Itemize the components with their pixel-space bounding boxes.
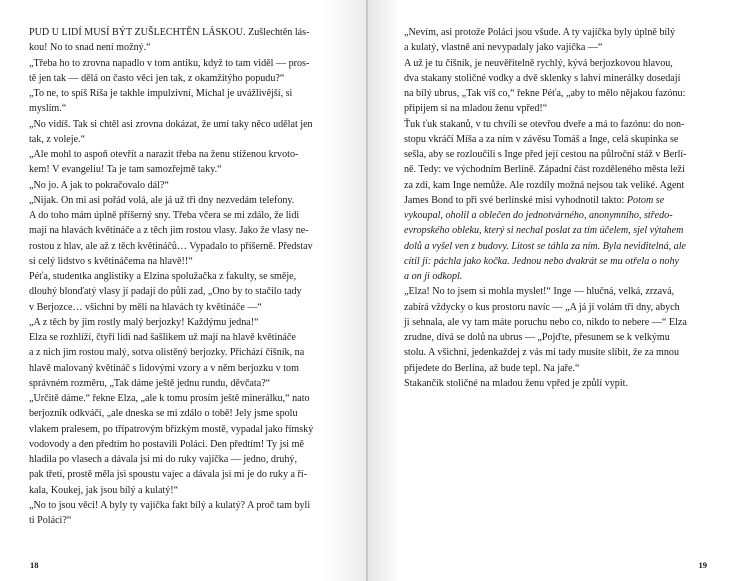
text-line: zabírá vždycky o kus prostoru navíc — „A já jí volám tři dny, abych [404,301,680,313]
text-line: „No vidíš. Tak si chtěl asi zrovna dokázat, že umí taky něco udělat jen [29,118,313,130]
text-run: James Bond to při své berlínské misi vyhodnotil takto: [404,194,627,206]
text-line: Elza se rozhlíží, čtyři lidi nad šašlikem už mají na hlavě květináče [29,332,296,343]
text-line: „No to jsou věci! A byly ty vajíčka fakt bílý a kulatý? A proč tam byli [29,499,311,511]
text-line: „A z těch by jim rostly malý berjozky! Každýmu jedna!“ [29,316,259,328]
quoted-italic-run: Potom se [626,194,665,206]
text-line: „Elza! No to jsem si mohla myslet!“ Inge — hlučná, velká, zrzavá, [404,286,675,298]
text-line: „Určitě dáme.“ řekne Elza, „ale k tomu prosím ještě minerálku,“ nato [29,393,310,404]
text-line: myslím.“ [29,103,67,115]
text-line: „Nevím, asi protože Poláci jsou všude. A ty vajíčka byly úplně bílý [404,27,676,38]
text-line: kala, Koukej, jak jsou bílý a kulatý!“ [29,484,179,496]
text-line: A do toho mám úplně příšerný sny. Třeba včera se mi zdálo, že lidi [29,210,300,221]
left-page-body [29,25,345,528]
text-line: „Nijak. On mi asi pořád volá, ale já už tři dny nezvedám telefony. [29,194,295,206]
right-page [368,0,737,581]
text-line: tak, z voleje.“ [29,133,86,145]
text-line: vlakem pralesem, po třípatrovým břízkým mostě, vypadal jako římský [29,423,314,435]
left-page [0,0,366,581]
text-line: dolů a vyšel ven z budovy. Litost se táhla za ním. Byla neviditelná, ale [404,240,687,252]
text-line: přijedete do Berlína, až bude tepl. Na jaře.“ [404,362,580,374]
text-line: a z nich jim rostou malý, sotva olistěný berjozky. Přichází číšník, na [29,347,305,359]
text-line: dlouhý blonďatý vlasy jí padají do půli zad, „Ono by to stačilo tady [29,286,302,298]
text-line: ti Poláci?“ [29,515,72,526]
text-line: správném rozměru, „Tak dáme ještě jednu rundu, děvčata?“ [29,377,271,389]
text-line: vodovody a den předtím ho postavili Poláci. Den předtím! Ty jsi mě [29,438,304,450]
text-line [404,193,714,208]
text-line: vykoupal, oholil a oblečen do jednotvárného, anonymního, středo- [404,210,673,221]
text-line: a kulatý, vlastně ani nevypadaly jako vajíčka —“ [404,42,603,54]
text-line: tě jen tak — dělá on často věci jen tak, z okamžitýho popudu?“ [29,72,285,84]
text-line: Péťa, studentka anglistiky a Elzina spolužačka z fakulty, se směje, [29,271,297,282]
text-line: sešla, aby se rozloučili s Inge před její cestou na půlroční stáž v Berlí- [404,149,687,160]
text-line: „Třeba ho to zrovna napadlo v tom antiku, když to tam viděl — pros- [29,57,310,69]
text-line: na bílý ubrus, „Tak víš co,“ řekne Péťa, „aby to mělo nějakou fazónu: [404,88,686,99]
text-line: PUD U LIDÍ MUSÍ BÝT ZUŠLECHTĚN LÁSKOU. Zušlechtěn lás- [29,27,310,38]
text-line: hlavě malovaný květináč s lidovými vzory a v něm berjozku v tom [29,362,299,374]
text-line: „Ale mohl to aspoň otevřít a narazit třeba na ženu stiženou krvoto- [29,149,299,160]
text-line: mají na hlavách květináče a z těch jim rostou vlasy. Jako že vlasy ne- [29,225,309,237]
text-line: berjozník odkváčí, „ale dneska se mi zdálo o tobě! Jely jsme spolu [29,408,298,420]
right-page-body [404,25,714,391]
text-line: evropského obleku, který si nechal poslat za tím účelem, sjel výtahem [404,225,684,237]
text-line: „To ne, to spíš Ríša je takhle impulzivní, Michal je uvážlivější, si [29,88,293,99]
text-line: dva stakany stoličné vodky a dvě sklenky s lahví minerálky dosedají [404,72,681,84]
text-line: stolu. A všichni, jedenkaždej z vás mi tady musíte slíbit, že za mnou [404,347,679,359]
right-page-number: 19 [698,560,707,570]
text-line: „No jo. A jak to pokračovalo dál?“ [29,179,169,191]
text-line: Stakančík stoličné na mladou ženu vpřed je způlí vypit. [404,377,628,389]
text-line: Ťuk ťuk stakanů, v tu chvíli se otevřou dveře a má to fazónu: do non- [404,118,685,130]
text-line: ji sehnala, ale vy tam máte poruchu nebo co, nikdo to nebere —“ Elza [404,316,687,328]
text-line: pak třetí, prostě měla jsi spoustu vajec a dávala jsi mi je do ruky a ří- [29,469,308,481]
text-line: a on ji odkopl. [404,271,463,282]
text-line: kem! V evangeliu! Ta je tam samozřejmě taky.“ [29,164,222,176]
text-line: A už je tu číšník, je neuvěřitelně rychlý, kývá berjozkovou hlavou, [404,57,673,69]
text-line: zrudne, dívá se dolů na ubrus — „Pojďte, přesunem se k velkýmu [404,332,670,343]
text-line: kou! No to snad není možný.“ [29,42,151,54]
text-line: ně. Tedy: ve východním Berlíně. Západní část rozděleného města leží [404,164,685,176]
text-line: připijem si na mladou ženu vpřed!“ [404,103,548,115]
text-line: za zdí, kam Inge nemůže. Ale rozdíly možná nejsou tak veliké. Agent [404,179,685,191]
text-line: si celý lidstvo s květináčema na hlavě!!“ [29,255,193,267]
left-page-number: 18 [30,560,39,570]
text-line: v Berjozce… všichni by měli na hlavách ty květináče —“ [29,301,262,313]
text-line: hladila po vlasech a dávala jsi mi do ruky vajíčka — jedno, druhý, [29,454,297,465]
text-line: stopu vkráčí Míša a za ním v závěsu Tomáš a Inge, celá skupinka se [404,133,679,145]
text-line: rostou z hlav, ale až z těch květináčů… Vypadalo to příšerně. Představ [29,240,313,252]
text-line: cítil ji: páchla jako kočka. Jednou nebo dvakrát se mu otřela o nohy [404,255,679,267]
